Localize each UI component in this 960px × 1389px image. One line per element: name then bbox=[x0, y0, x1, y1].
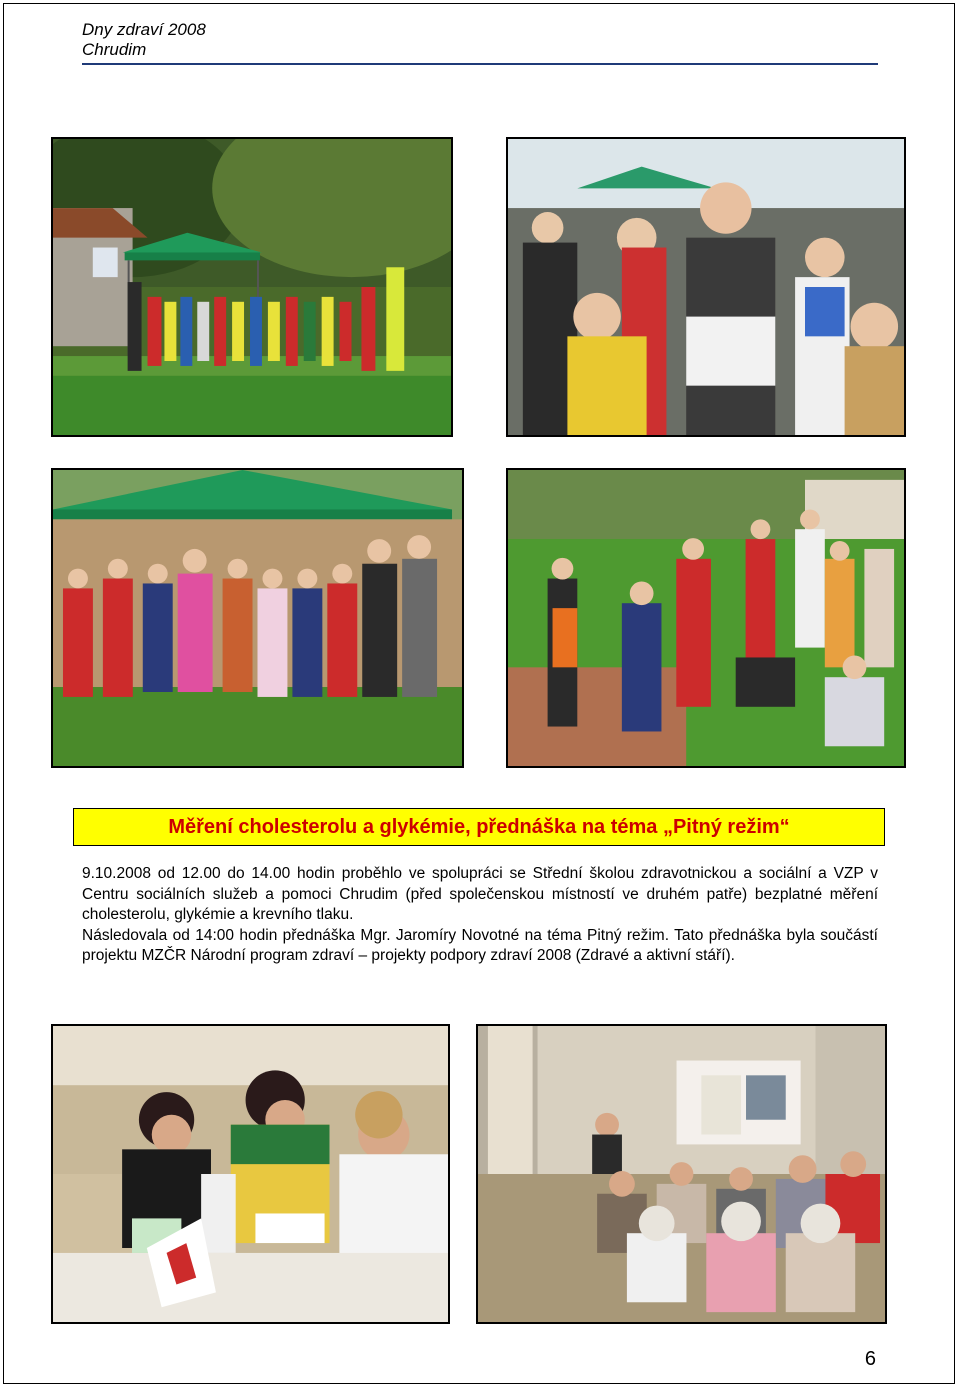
header-rule bbox=[82, 63, 878, 65]
photo-children-on-grass bbox=[506, 468, 906, 768]
paragraph-measurement: 9.10.2008 od 12.00 do 14.00 hodin proběhlo ve spolupráci se Střední školou zdravotnickou a sociální a VZP v Centru sociálních služeb a pomoci Chrudim (před společenskou místností ve druhém patře) bezplatné měření cholesterolu, glykémie a krevního tlaku. bbox=[82, 865, 878, 923]
header-event-title: Dny zdraví 2008 bbox=[82, 20, 206, 39]
photo-cholesterol-measurement bbox=[51, 1024, 450, 1324]
paragraph-lecture: Následovala od 14:00 hodin přednáška Mgr. Jaromíry Novotné na téma Pitný režim. Tato přednáška byla součástí projektu MZČR Národní program zdraví – projekty podpory zdraví 2008 (Zdravé a aktivní stáří). bbox=[82, 926, 878, 964]
photo-children-outdoor-tent bbox=[51, 137, 453, 437]
header-city: Chrudim bbox=[82, 40, 147, 59]
page-number: 6 bbox=[864, 1348, 876, 1370]
page-header bbox=[82, 20, 878, 60]
article-body bbox=[82, 864, 878, 967]
section-title-bar bbox=[73, 808, 885, 846]
photo-children-under-tent bbox=[51, 468, 464, 768]
photo-lecture-audience bbox=[476, 1024, 887, 1324]
photo-children-with-woman-microphone bbox=[506, 137, 906, 437]
section-title: Měření cholesterolu a glykémie, přednáška na téma „Pitný režim“ bbox=[168, 815, 790, 838]
